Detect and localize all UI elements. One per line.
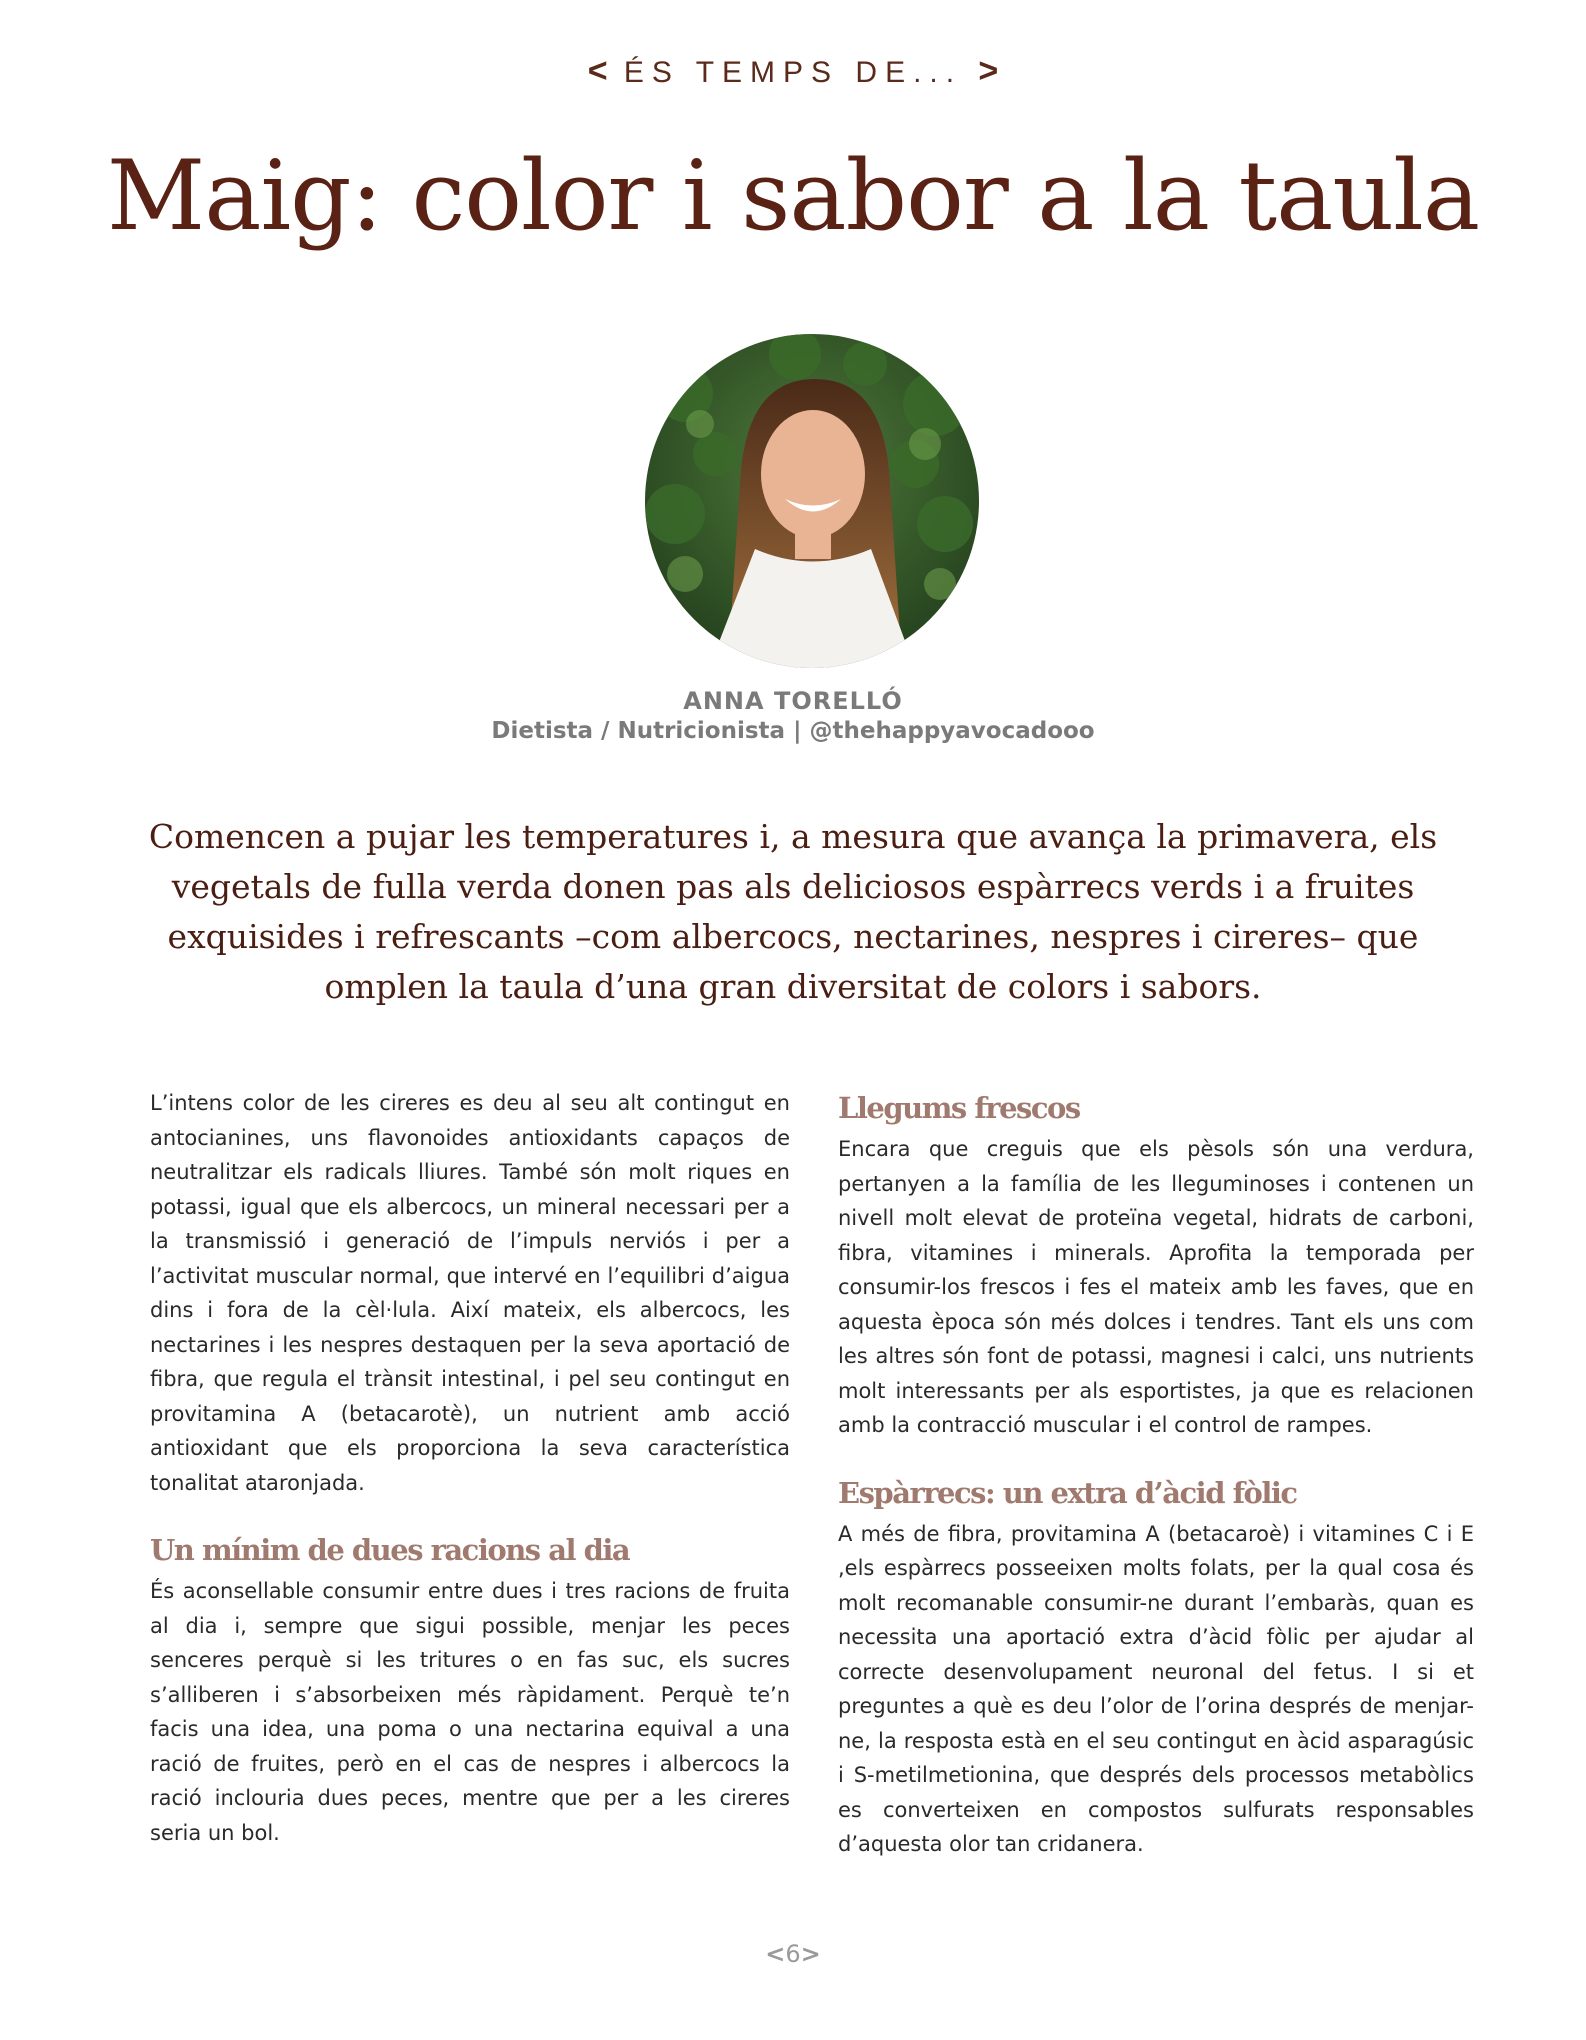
section-heading: Espàrrecs: un extra d’àcid fòlic <box>838 1475 1297 1510</box>
chevron-right-icon: > <box>978 52 999 90</box>
body-paragraph: És aconsellable consumir entre dues i tres racions de fruita al dia i, sempre que sigui possible, menjar les peces senceres perquè si les tritures o en fas suc, els sucres s’alliberen i s’absorbeixen més ràpidament. Perquè te’n facis una idea, una poma o una nectarina equival a una ració de fruites, però en el cas de nespres i albercocs la ració inclouria dues peces, mentre que per a les cireres seria un bol. <box>150 1579 790 1845</box>
kicker-text: ÉS TEMPS DE... <box>623 56 963 89</box>
section-heading: Llegums frescos <box>838 1091 1080 1125</box>
chevron-left-icon: < <box>765 1940 786 1968</box>
author-role: Dietista / Nutricionista | @thehappyavocadooo <box>491 718 1095 744</box>
body-paragraph: L’intens color de les cireres es deu al seu alt contingut en antocianines, uns flavonoides antioxidants capaços de neutralitzar els radicals lliures. També són molt riques en potassi, igual que els albercocs, un mineral necessari per a la transmissió i generació de l’impuls nerviós i per a l’activitat muscular normal, que intervé en l’equilibri d’aigua dins i fora de la cèl·lula. Així mateix, els albercocs, les nectarines i les nespres destaquen per la seva aportació de fibra, que regula el trànsit intestinal, i pel seu contingut en provitamina A (betacarotè), un nutrient amb acció antioxidant que els proporciona la seva característica tonalitat ataronjada. <box>150 1091 790 1495</box>
body-paragraph: Encara que creguis que els pèsols són una verdura, pertanyen a la família de les lleguminoses i contenen un nivell molt elevat de proteïna vegetal, hidrats de carboni, fibra, vitamines i minerals. Aprofita la temporada per consumir-los frescos i fes el mateix amb les faves, que en aquesta època són més dolces i tendres. Tant els uns com les altres són font de potassi, magnesi i calci, uns nutrients molt interessants per als esportistes, ja que es relacionen amb la contracció muscular i el control de rampes. <box>838 1137 1474 1437</box>
page-number-value: 6 <box>785 1940 801 1968</box>
right-column <box>838 1088 1474 1862</box>
page-number <box>0 1940 1586 1968</box>
chevron-right-icon: > <box>800 1940 821 1968</box>
section-heading: Un mínim de dues racions al dia <box>150 1533 630 1567</box>
article-lead: Comencen a pujar les temperatures i, a mesura que avança la primavera, els vegetals de fulla verda donen pas als deliciosos espàrrecs verds i a fruites exquisides i refrescants –com albercocs, nectarines, nespres i cireres– que omplen la taula d’una gran diversitat de colors i sabors. <box>148 817 1438 1006</box>
author-byline <box>0 686 1586 746</box>
author-photo <box>645 334 979 668</box>
section-kicker <box>0 52 1586 91</box>
chevron-left-icon: < <box>587 52 608 90</box>
author-name: ANNA TORELLÓ <box>683 687 903 715</box>
left-column <box>150 1086 790 1850</box>
article-title: Maig: color i sabor a la taula <box>106 140 1480 252</box>
body-paragraph: A més de fibra, provitamina A (betacaroè) i vitamines C i E ,els espàrrecs posseeixen molts folats, per la qual cosa és molt recomanable consumir-ne durant l’embaràs, quan es necessita una aportació extra d’àcid fòlic per ajudar al correcte desenvolupament neuronal del fetus. I si et preguntes a què es deu l’olor de l’orina després de menjar-ne, la resposta està en el seu contingut en àcid asparagúsic i S-metilmetionina, que després dels processos metabòlics es converteixen en compostos sulfurats responsables d’aquesta olor tan cridanera. <box>838 1521 1474 1856</box>
